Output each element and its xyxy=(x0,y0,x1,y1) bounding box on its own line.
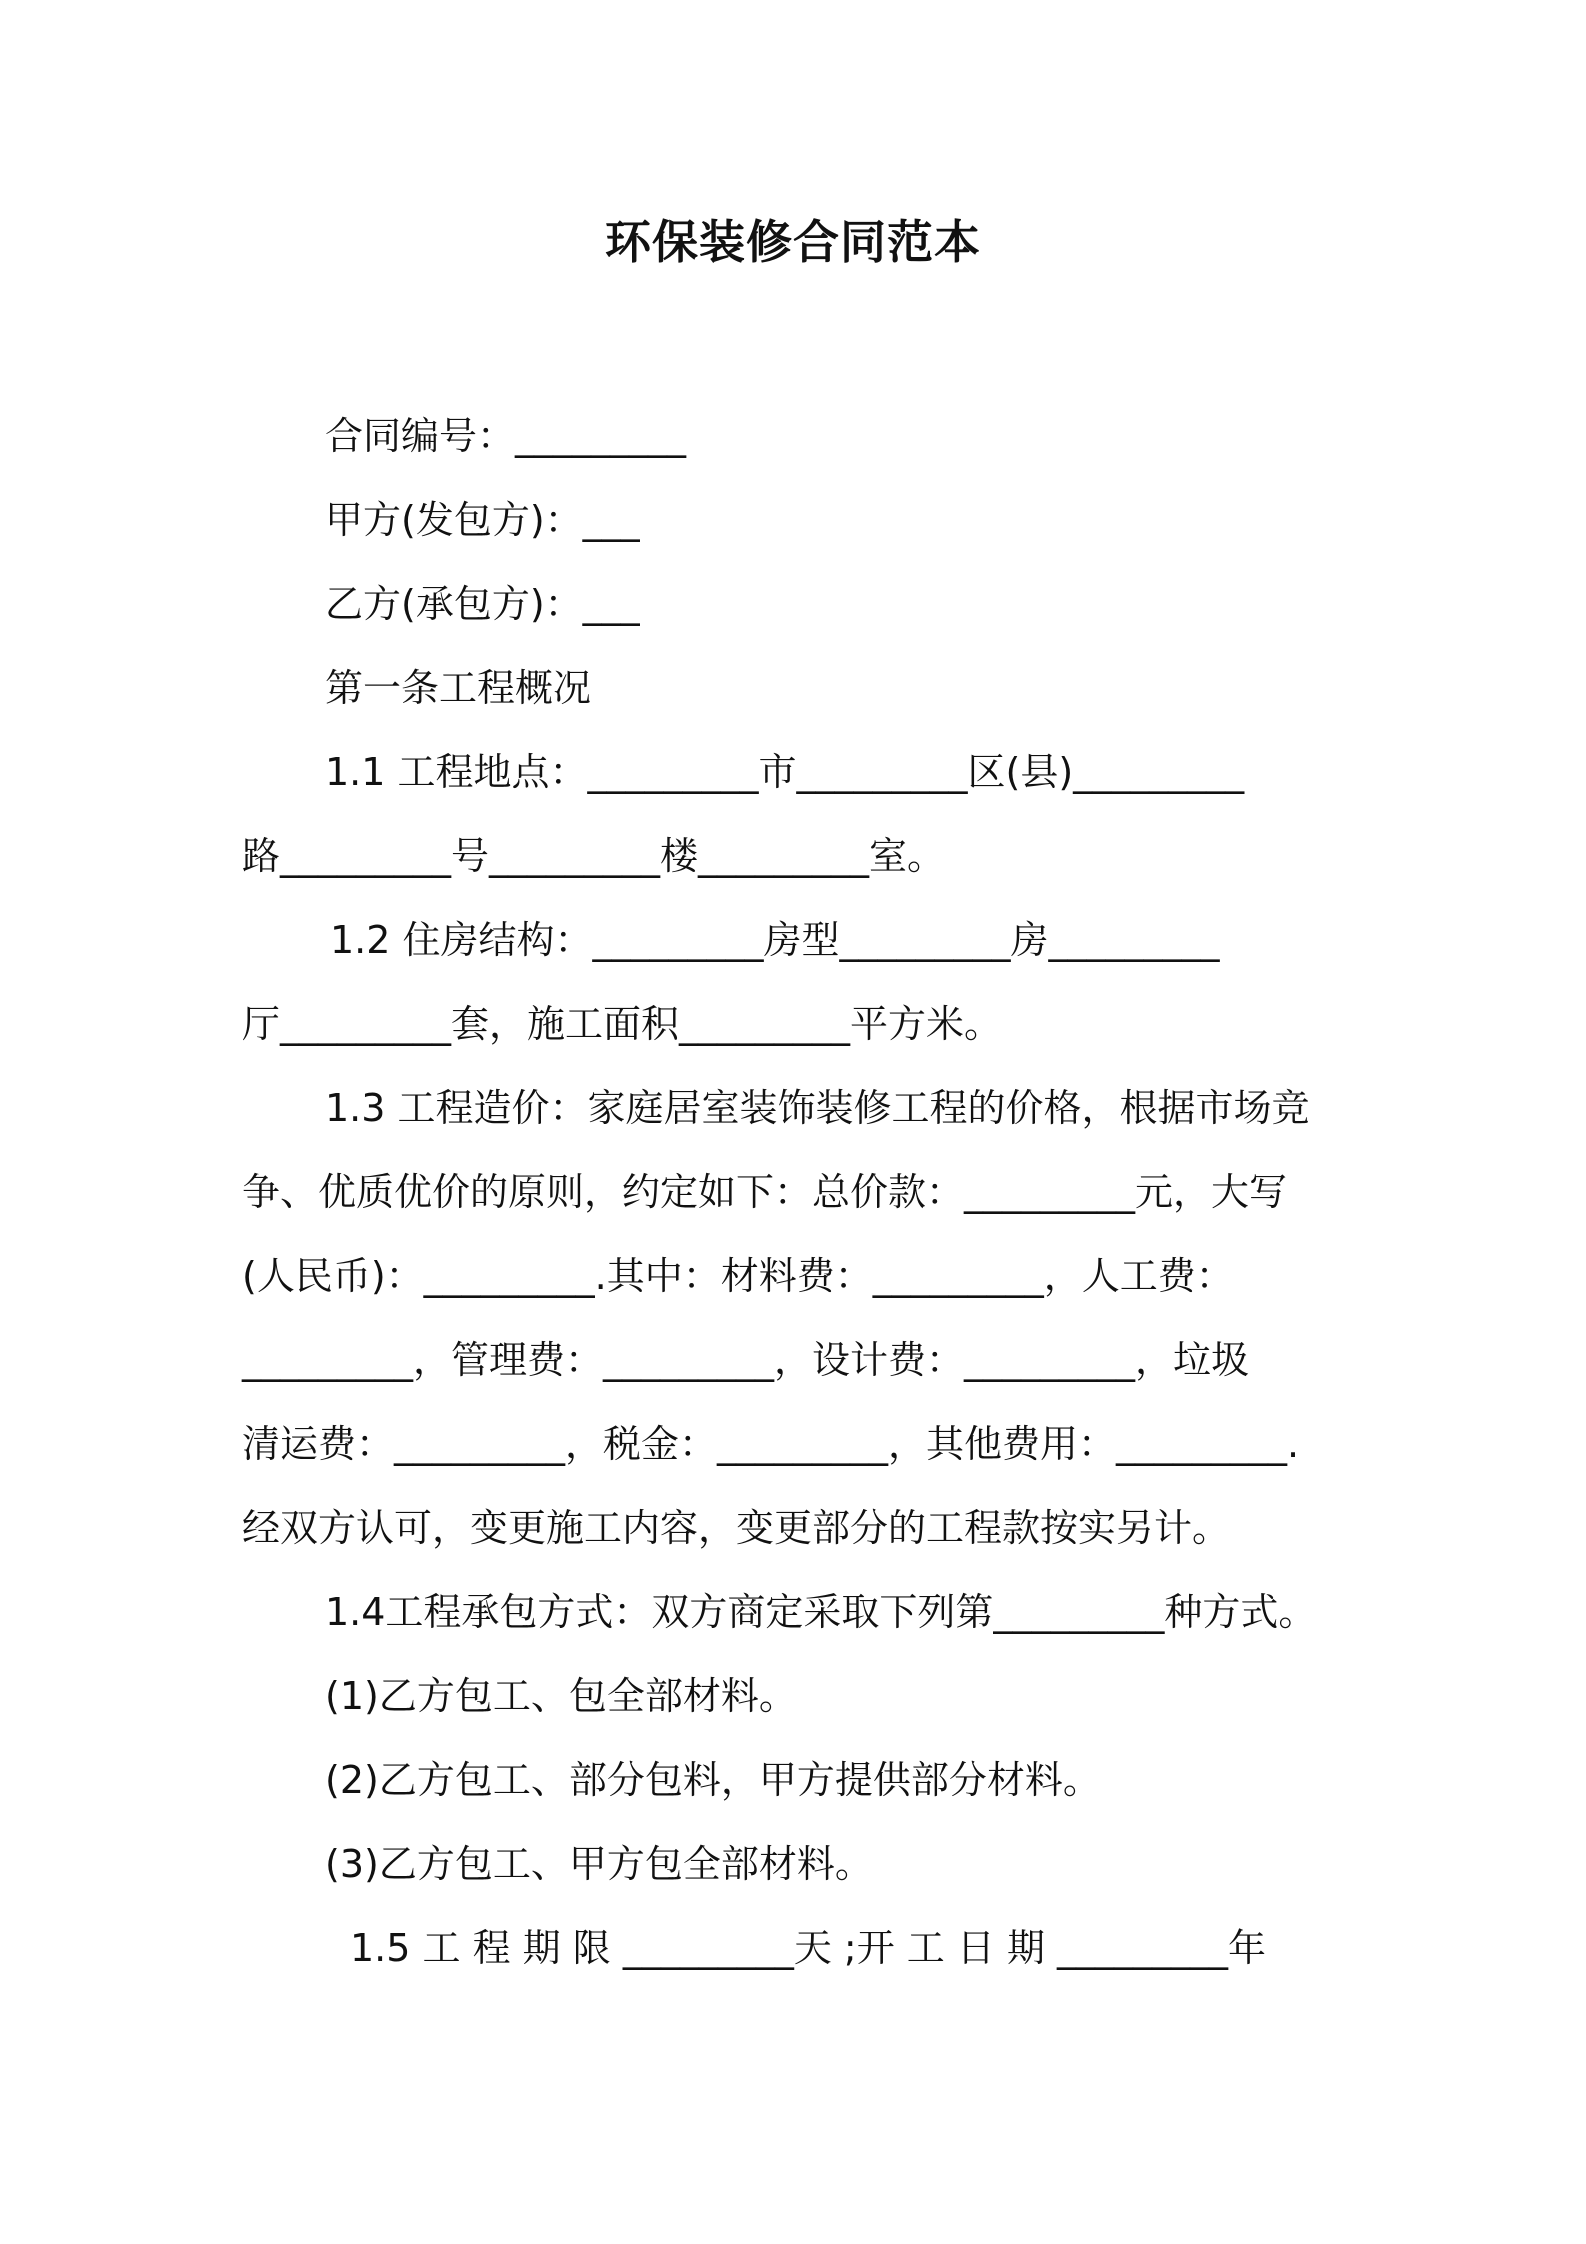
section-1-2-line-2: 厅_________套，施工面积_________平方米。 xyxy=(242,1002,1003,1046)
section-1-1-line-1-text: 1.1 工程地点：_________市_________区(县)_________ xyxy=(325,750,1245,794)
section-1-4-option-2: (2)乙方包工、部分包料，甲方提供部分材料。 xyxy=(325,1758,1101,1802)
contract-number: 合同编号：_________ xyxy=(325,414,687,458)
section-1-1-line-2: 路_________号_________楼_________室。 xyxy=(242,834,946,878)
section-1-3-line-4: _________，管理费：_________，设计费：_________，垃圾 xyxy=(242,1338,1250,1382)
section-1-3-line-5: 清运费：_________，税金：_________，其他费用：_________. xyxy=(242,1422,1300,1466)
section-1-3-line-3: (人民币)：_________.其中：材料费：_________，人工费： xyxy=(242,1254,1234,1298)
section-1-4-option-3: (3)乙方包工、甲方包全部材料。 xyxy=(325,1842,873,1886)
section-1-2-line-1 xyxy=(330,914,1354,966)
section-1-2-line-1-text: 1.2 住房结构：_________房型_________房_________ xyxy=(330,918,1220,962)
section-1-1-line-1 xyxy=(325,746,1354,798)
section-1-3-line-2: 争、优质优价的原则，约定如下：总价款：_________元，大写 xyxy=(242,1170,1288,1214)
article-1-heading: 第一条工程概况 xyxy=(325,666,592,710)
section-1-4-line-1: 1.4工程承包方式：双方商定采取下列第_________种方式。 xyxy=(325,1590,1317,1634)
section-1-3-line-1: 1.3 工程造价：家庭居室装饰装修工程的价格，根据市场竞 xyxy=(325,1086,1310,1130)
document-title: 环保装修合同范本 xyxy=(605,215,981,269)
section-1-5-line-1-text: 1.5 工 程 期 限 _________天 ;开 工 日 期 _________年 xyxy=(350,1926,1267,1970)
section-1-5-line-1 xyxy=(350,1922,1354,1974)
party-a: 甲方(发包方)：___ xyxy=(325,498,640,542)
party-b: 乙方(承包方)：___ xyxy=(325,582,640,626)
section-1-3-line-6: 经双方认可，变更施工内容，变更部分的工程款按实另计。 xyxy=(242,1506,1231,1550)
section-1-4-option-1: (1)乙方包工、包全部材料。 xyxy=(325,1674,797,1718)
